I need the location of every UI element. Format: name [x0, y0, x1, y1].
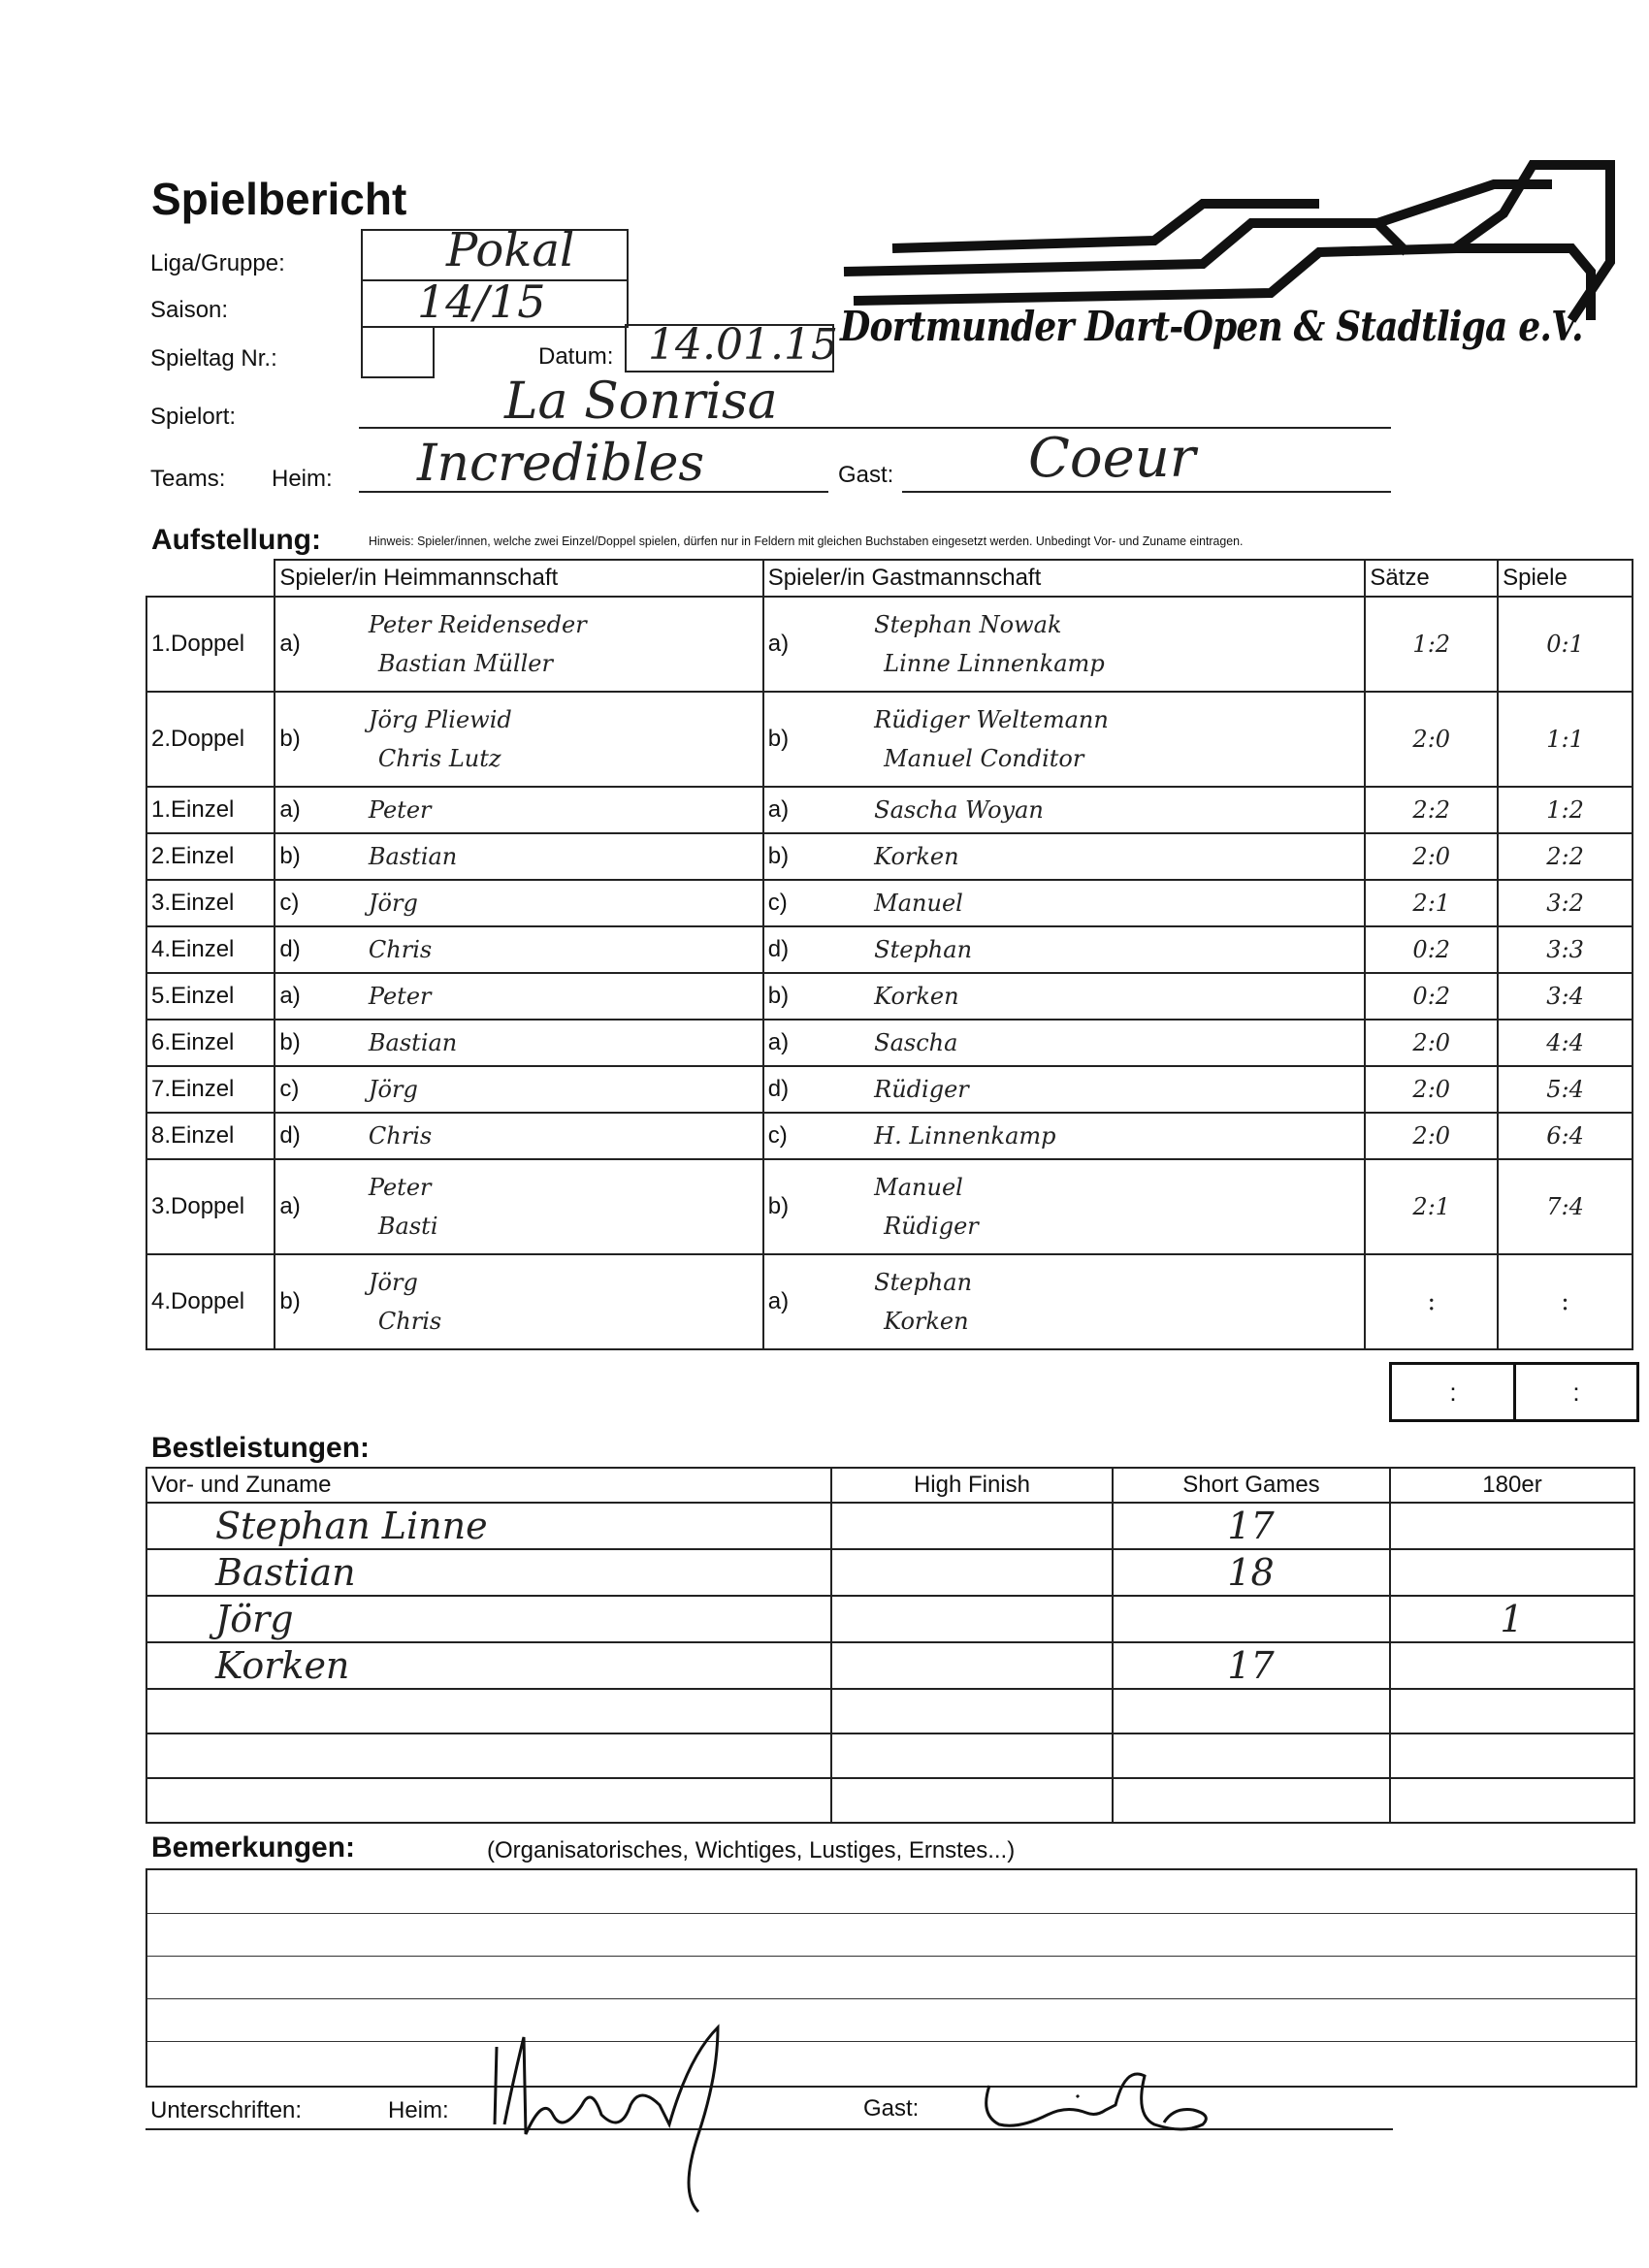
page-title: Spielbericht [151, 174, 407, 224]
home-letter: b) [275, 1254, 307, 1349]
lineup-row [146, 1020, 1633, 1066]
guest-player-name: Stephan [874, 936, 973, 963]
lineup-row [146, 1159, 1633, 1254]
sets-value[interactable]: 2:0 [1365, 1066, 1498, 1113]
home-player-cell[interactable] [307, 692, 763, 787]
best-table [146, 1467, 1635, 1824]
games-value[interactable]: 3:3 [1498, 926, 1633, 973]
guest-player-name: Stephan [874, 1269, 973, 1296]
lineup-row [146, 973, 1633, 1020]
col-finish-header: High Finish [831, 1468, 1113, 1503]
teams-label: Teams: [150, 466, 226, 492]
season-value: 14/15 [417, 275, 546, 328]
total-games-box: : [1513, 1362, 1639, 1422]
home-letter: a) [275, 787, 307, 833]
best-name[interactable]: Stephan Linne [146, 1503, 831, 1549]
guest-player-name: H. Linnenkamp [874, 1122, 1056, 1150]
best-row [146, 1503, 1634, 1549]
date-label: Datum: [538, 343, 614, 370]
lineup-row [146, 833, 1633, 880]
best-name[interactable]: Jörg [146, 1596, 831, 1642]
sets-value[interactable]: : [1365, 1254, 1498, 1349]
guest-player-name: Linne Linnenkamp [884, 650, 1105, 677]
games-value[interactable]: 3:4 [1498, 973, 1633, 1020]
home-player-name: Peter [368, 796, 432, 824]
home-letter: a) [275, 597, 307, 692]
best-high-finish[interactable] [831, 1689, 1113, 1733]
guest-player-cell[interactable] [792, 880, 1365, 926]
best-high-finish[interactable] [831, 1733, 1113, 1778]
guest-player-name: Manuel [874, 1174, 963, 1201]
guest-player-name: Sascha Woyan [874, 796, 1044, 824]
best-high-finish[interactable] [831, 1596, 1113, 1642]
games-value[interactable]: 0:1 [1498, 597, 1633, 692]
lineup-row [146, 926, 1633, 973]
guest-letter: d) [763, 926, 792, 973]
match-label: 2.Doppel [146, 692, 275, 787]
guest-letter: a) [763, 1254, 792, 1349]
sets-value[interactable]: 2:0 [1365, 833, 1498, 880]
home-player-name: Jörg [368, 1076, 418, 1103]
guest-letter: a) [763, 787, 792, 833]
best-row [146, 1733, 1634, 1778]
best-short-games[interactable]: 17 [1113, 1503, 1390, 1549]
matchday-label: Spieltag Nr.: [150, 345, 277, 372]
best-name[interactable]: Korken [146, 1642, 831, 1689]
home-letter: d) [275, 1113, 307, 1159]
best-name[interactable]: Bastian [146, 1549, 831, 1596]
home-player-name: Peter [368, 983, 432, 1010]
lineup-table [146, 559, 1633, 1350]
guest-player-cell[interactable] [792, 833, 1365, 880]
home-player-cell[interactable] [307, 833, 763, 880]
sets-value[interactable]: 0:2 [1365, 973, 1498, 1020]
venue-label: Spielort: [150, 404, 237, 430]
guest-letter: b) [763, 973, 792, 1020]
match-label: 3.Einzel [146, 880, 275, 926]
match-label: 1.Einzel [146, 787, 275, 833]
best-high-finish[interactable] [831, 1642, 1113, 1689]
best-short-games[interactable] [1113, 1733, 1390, 1778]
home-player-cell[interactable] [307, 1066, 763, 1113]
home-player-cell[interactable] [307, 1020, 763, 1066]
guest-player-name: Korken [874, 843, 959, 870]
guest-player-cell[interactable] [792, 692, 1365, 787]
best-180[interactable] [1390, 1642, 1634, 1689]
lineup-row [146, 880, 1633, 926]
best-short-games[interactable] [1113, 1596, 1390, 1642]
guest-letter: c) [763, 880, 792, 926]
best-high-finish[interactable] [831, 1549, 1113, 1596]
guest-player-cell[interactable] [792, 1066, 1365, 1113]
match-label: 6.Einzel [146, 1020, 275, 1066]
match-label: 4.Doppel [146, 1254, 275, 1349]
guest-player-cell[interactable] [792, 787, 1365, 833]
signature-home-label: Heim: [388, 2097, 449, 2123]
home-player-name: Chris Lutz [377, 745, 501, 772]
home-letter: c) [275, 1066, 307, 1113]
remarks-box[interactable] [146, 1868, 1637, 2088]
sets-value[interactable]: 0:2 [1365, 926, 1498, 973]
home-player-cell[interactable] [307, 1254, 763, 1349]
games-value[interactable]: 5:4 [1498, 1066, 1633, 1113]
guest-letter: b) [763, 692, 792, 787]
sets-value[interactable]: 2:1 [1365, 880, 1498, 926]
games-value[interactable]: 3:2 [1498, 880, 1633, 926]
home-player-cell[interactable] [307, 1159, 763, 1254]
guest-player-cell[interactable] [792, 926, 1365, 973]
home-letter: a) [275, 973, 307, 1020]
home-letter: b) [275, 1020, 307, 1066]
best-name[interactable] [146, 1689, 831, 1733]
guest-team-value: Coeur [1028, 427, 1196, 490]
col-name-header: Vor- und Zuname [146, 1468, 831, 1503]
matchday-box[interactable] [361, 328, 435, 378]
home-signature-icon [475, 2018, 766, 2221]
guest-player-cell[interactable] [792, 1020, 1365, 1066]
best-180[interactable] [1390, 1778, 1634, 1823]
home-player-name: Bastian [368, 843, 458, 870]
games-value[interactable]: 4:4 [1498, 1020, 1633, 1066]
guest-letter: b) [763, 1159, 792, 1254]
match-label: 7.Einzel [146, 1066, 275, 1113]
home-player-name: Peter Reidenseder [368, 611, 587, 638]
match-label: 4.Einzel [146, 926, 275, 973]
best-short-games[interactable] [1113, 1689, 1390, 1733]
signatures-label: Unterschriften: [150, 2097, 303, 2123]
match-label: 1.Doppel [146, 597, 275, 692]
home-player-name: Jörg [368, 1269, 418, 1296]
best-name[interactable] [146, 1778, 831, 1823]
guest-team-label: Gast: [838, 462, 894, 488]
games-value[interactable]: 2:2 [1498, 833, 1633, 880]
best-short-games[interactable]: 18 [1113, 1549, 1390, 1596]
league-label: Liga/Gruppe: [150, 250, 285, 276]
guest-player-name: Rüdiger [874, 1076, 969, 1103]
best-row [146, 1549, 1634, 1596]
best-title: Bestleistungen: [151, 1432, 371, 1464]
home-player-name: Chris [377, 1308, 442, 1335]
guest-player-cell[interactable] [792, 1159, 1365, 1254]
league-value: Pokal [446, 223, 575, 277]
col-home-header: Spieler/in Heimmannschaft [275, 560, 762, 597]
lineup-row [146, 787, 1633, 833]
games-value[interactable]: 6:4 [1498, 1113, 1633, 1159]
home-team-label: Heim: [272, 466, 333, 492]
best-row [146, 1596, 1634, 1642]
lineup-row [146, 1066, 1633, 1113]
best-row [146, 1778, 1634, 1823]
guest-player-name: Manuel [874, 890, 963, 917]
sets-value[interactable]: 2:0 [1365, 1020, 1498, 1066]
col-games-header: Spiele [1498, 560, 1633, 597]
guest-player-cell[interactable] [792, 597, 1365, 692]
sets-value[interactable]: 2:0 [1365, 1113, 1498, 1159]
lineup-row [146, 1254, 1633, 1349]
games-value[interactable]: 1:1 [1498, 692, 1633, 787]
lineup-row [146, 1113, 1633, 1159]
home-player-name: Chris [368, 936, 433, 963]
best-180[interactable] [1390, 1733, 1634, 1778]
guest-letter: b) [763, 833, 792, 880]
home-player-name: Peter [368, 1174, 432, 1201]
match-label: 8.Einzel [146, 1113, 275, 1159]
home-player-name: Basti [377, 1213, 438, 1240]
best-row [146, 1689, 1634, 1733]
home-player-name: Chris [368, 1122, 433, 1150]
home-player-cell[interactable] [307, 880, 763, 926]
guest-player-name: Sascha [874, 1029, 958, 1056]
best-short-games[interactable]: 17 [1113, 1642, 1390, 1689]
guest-player-cell[interactable] [792, 1113, 1365, 1159]
signature-guest-label: Gast: [863, 2095, 920, 2122]
best-name[interactable] [146, 1733, 831, 1778]
best-180[interactable] [1390, 1503, 1634, 1549]
home-team-value: Incredibles [417, 435, 705, 493]
home-letter: b) [275, 833, 307, 880]
remarks-hint: (Organisatorisches, Wichtiges, Lustiges, Ernstes...) [487, 1837, 1016, 1863]
home-player-name: Jörg Pliewid [368, 706, 512, 733]
best-180[interactable] [1390, 1549, 1634, 1596]
games-value[interactable]: : [1498, 1254, 1633, 1349]
home-player-name: Bastian [368, 1029, 458, 1056]
home-player-cell[interactable] [307, 787, 763, 833]
home-player-cell[interactable] [307, 973, 763, 1020]
sets-value[interactable]: 2:2 [1365, 787, 1498, 833]
guest-player-name: Rüdiger Weltemann [874, 706, 1109, 733]
best-180[interactable]: 1 [1390, 1596, 1634, 1642]
games-value[interactable]: 1:2 [1498, 787, 1633, 833]
col-sets-header: Sätze [1365, 560, 1498, 597]
home-player-cell[interactable] [307, 1113, 763, 1159]
best-high-finish[interactable] [831, 1503, 1113, 1549]
home-letter: b) [275, 692, 307, 787]
date-value: 14.01.15 [648, 320, 838, 370]
guest-player-name: Manuel Conditor [884, 745, 1084, 772]
home-letter: a) [275, 1159, 307, 1254]
guest-player-name: Korken [874, 983, 959, 1010]
guest-signature-icon [970, 2057, 1222, 2154]
guest-player-name: Stephan Nowak [874, 611, 1062, 638]
col-180-header: 180er [1390, 1468, 1634, 1503]
home-player-cell[interactable] [307, 926, 763, 973]
guest-player-name: Korken [884, 1308, 969, 1335]
lineup-row [146, 597, 1633, 692]
guest-player-name: Rüdiger [884, 1213, 979, 1240]
sets-value[interactable]: 1:2 [1365, 597, 1498, 692]
best-180[interactable] [1390, 1689, 1634, 1733]
best-row [146, 1642, 1634, 1689]
best-short-games[interactable] [1113, 1778, 1390, 1823]
games-value[interactable]: 7:4 [1498, 1159, 1633, 1254]
lineup-title: Aufstellung: [151, 524, 321, 556]
season-label: Saison: [150, 297, 229, 323]
guest-letter: a) [763, 597, 792, 692]
sets-value[interactable]: 2:1 [1365, 1159, 1498, 1254]
remarks-title: Bemerkungen: [151, 1831, 356, 1863]
match-label: 3.Doppel [146, 1159, 275, 1254]
match-label: 5.Einzel [146, 973, 275, 1020]
col-short-header: Short Games [1113, 1468, 1390, 1503]
col-guest-header: Spieler/in Gastmannschaft [763, 560, 1366, 597]
match-label: 2.Einzel [146, 833, 275, 880]
home-player-cell[interactable] [307, 597, 763, 692]
lineup-note: Hinweis: Spieler/innen, welche zwei Einzel/Doppel spielen, dürfen nur in Feldern mit gleichen Buchstaben eingesetzt werden. Unbedingt Vor- und Zuname eintragen. [369, 534, 1244, 548]
sets-value[interactable]: 2:0 [1365, 692, 1498, 787]
lineup-row [146, 692, 1633, 787]
league-logo-text: Dortmunder Dart-Open & Stadtliga e.V. [840, 303, 1583, 350]
home-player-name: Bastian Müller [377, 650, 553, 677]
home-letter: d) [275, 926, 307, 973]
home-player-name: Jörg [368, 890, 418, 917]
guest-letter: c) [763, 1113, 792, 1159]
total-sets-box: : [1389, 1362, 1514, 1422]
home-letter: c) [275, 880, 307, 926]
guest-letter: a) [763, 1020, 792, 1066]
venue-value: La Sonrisa [504, 373, 778, 431]
best-high-finish[interactable] [831, 1778, 1113, 1823]
guest-player-cell[interactable] [792, 973, 1365, 1020]
guest-player-cell[interactable] [792, 1254, 1365, 1349]
guest-letter: d) [763, 1066, 792, 1113]
